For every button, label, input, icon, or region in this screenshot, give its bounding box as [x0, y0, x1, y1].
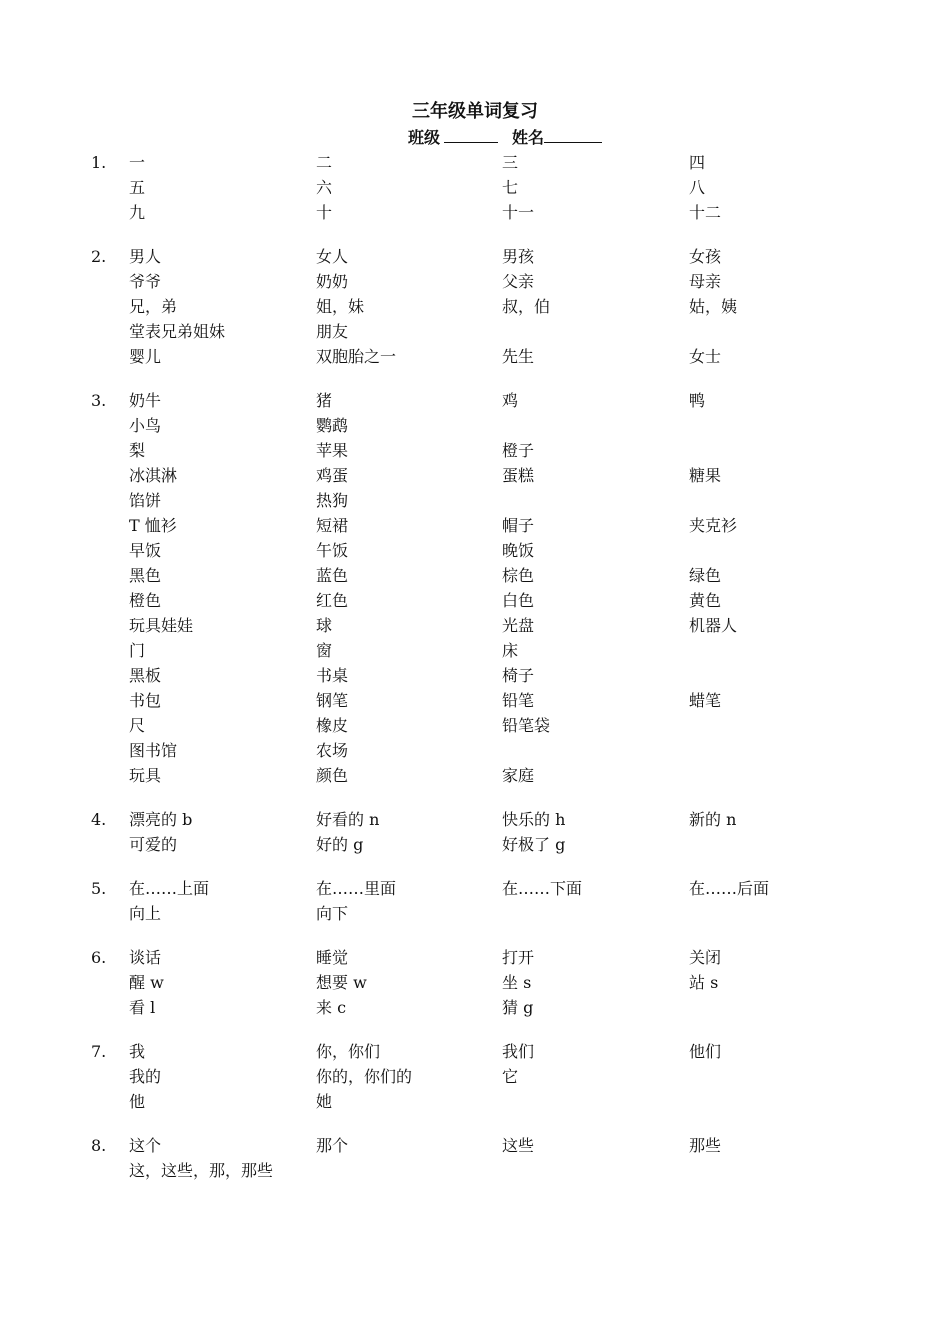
word-cell: 十二 — [689, 203, 722, 222]
word-cell: 床 — [502, 641, 519, 660]
word-cell: 窗 — [316, 641, 333, 660]
word-row — [0, 1089, 950, 1114]
class-name-line — [0, 126, 950, 149]
word-cell: 父亲 — [502, 272, 535, 291]
word-cell: 蓝色 — [316, 566, 349, 585]
word-cell: 坐 s — [502, 973, 532, 992]
word-cell: 书包 — [129, 691, 162, 710]
word-cell: 向下 — [316, 904, 349, 923]
word-row — [0, 244, 950, 269]
word-cell: 六 — [316, 178, 333, 197]
word-row — [0, 513, 950, 538]
word-cell: 向上 — [129, 904, 162, 923]
word-cell: 女孩 — [689, 247, 722, 266]
word-section — [0, 244, 950, 369]
section-number: 8. — [91, 1136, 107, 1155]
word-cell: 晚饭 — [502, 541, 535, 560]
word-cell: 快乐的 h — [502, 810, 566, 829]
word-section — [0, 1039, 950, 1114]
word-cell: 早饭 — [129, 541, 162, 560]
class-label: 班级 — [407, 128, 440, 147]
word-cell: 想要 w — [316, 973, 367, 992]
word-cell: 冰淇淋 — [129, 466, 178, 485]
word-cell: 在……后面 — [689, 879, 770, 898]
word-row — [0, 763, 950, 788]
word-cell: 十 — [316, 203, 333, 222]
word-cell: 橡皮 — [316, 716, 349, 735]
word-cell: 爷爷 — [129, 272, 162, 291]
word-cell: 她 — [316, 1092, 333, 1111]
word-sections — [0, 150, 950, 1202]
word-cell: 我们 — [502, 1042, 535, 1061]
word-cell: 好看的 n — [316, 810, 380, 829]
word-cell: 玩具 — [129, 766, 162, 785]
word-section — [0, 945, 950, 1020]
word-cell: 朋友 — [316, 322, 349, 341]
word-row — [0, 876, 950, 901]
word-row — [0, 970, 950, 995]
word-row — [0, 150, 950, 175]
word-cell: 家庭 — [502, 766, 535, 785]
word-row — [0, 663, 950, 688]
word-cell: 你，你们 — [316, 1042, 381, 1061]
word-cell: 姐，妹 — [316, 297, 365, 316]
word-row — [0, 613, 950, 638]
word-cell: 八 — [689, 178, 706, 197]
word-cell: 奶奶 — [316, 272, 349, 291]
word-row — [0, 538, 950, 563]
word-cell: 鸡 — [502, 391, 519, 410]
word-cell: 蜡笔 — [689, 691, 722, 710]
word-cell: 双胞胎之一 — [316, 347, 397, 366]
word-cell: 猜 g — [502, 998, 534, 1017]
word-cell: 一 — [129, 153, 146, 172]
word-cell: 门 — [129, 641, 146, 660]
word-cell: 铅笔袋 — [502, 716, 551, 735]
word-row — [0, 1039, 950, 1064]
word-section — [0, 150, 950, 225]
word-row — [0, 738, 950, 763]
word-cell: 睡觉 — [316, 948, 349, 967]
word-cell: 红色 — [316, 591, 349, 610]
word-cell: 白色 — [502, 591, 535, 610]
word-row — [0, 488, 950, 513]
word-cell: 玩具娃娃 — [129, 616, 194, 635]
word-cell: 关闭 — [689, 948, 722, 967]
word-cell: 可爱的 — [129, 835, 178, 854]
word-cell: 在……里面 — [316, 879, 397, 898]
word-cell: 男人 — [129, 247, 162, 266]
section-number: 7. — [91, 1042, 107, 1061]
word-cell: 钢笔 — [316, 691, 349, 710]
word-cell: 鸭 — [689, 391, 706, 410]
word-cell: 夹克衫 — [689, 516, 738, 535]
word-cell: 漂亮的 b — [129, 810, 193, 829]
word-section — [0, 388, 950, 788]
section-number: 5. — [91, 879, 107, 898]
word-cell: 他们 — [689, 1042, 722, 1061]
word-cell: T 恤衫 — [129, 516, 177, 535]
section-number: 4. — [91, 810, 107, 829]
word-cell: 糖果 — [689, 466, 722, 485]
word-cell: 黑板 — [129, 666, 162, 685]
word-cell: 九 — [129, 203, 146, 222]
word-row — [0, 1133, 950, 1158]
word-cell: 男孩 — [502, 247, 535, 266]
word-cell: 婴儿 — [129, 347, 162, 366]
word-cell: 黑色 — [129, 566, 162, 585]
word-cell: 这个 — [129, 1136, 162, 1155]
word-cell: 新的 n — [689, 810, 737, 829]
word-cell: 黄色 — [689, 591, 722, 610]
word-cell: 你的，你们的 — [316, 1067, 413, 1086]
word-cell: 站 s — [689, 973, 719, 992]
word-row — [0, 901, 950, 926]
word-cell: 小鸟 — [129, 416, 162, 435]
word-row — [0, 175, 950, 200]
word-section — [0, 876, 950, 926]
word-cell: 打开 — [502, 948, 535, 967]
word-row — [0, 1158, 950, 1183]
word-cell: 二 — [316, 153, 333, 172]
word-cell: 苹果 — [316, 441, 349, 460]
word-cell: 那个 — [316, 1136, 349, 1155]
word-cell: 书桌 — [316, 666, 349, 685]
class-blank — [444, 126, 498, 143]
word-section — [0, 807, 950, 857]
word-cell: 帽子 — [502, 516, 535, 535]
word-cell: 它 — [502, 1067, 519, 1086]
word-row — [0, 807, 950, 832]
word-cell: 馅饼 — [129, 491, 162, 510]
word-cell: 先生 — [502, 347, 535, 366]
name-label: 姓名 — [512, 128, 545, 147]
word-cell: 这，这些，那，那些 — [129, 1161, 274, 1180]
word-cell: 铅笔 — [502, 691, 535, 710]
word-cell: 蛋糕 — [502, 466, 535, 485]
section-number: 2. — [91, 247, 107, 266]
word-row — [0, 832, 950, 857]
word-row — [0, 688, 950, 713]
word-cell: 十一 — [502, 203, 535, 222]
word-row — [0, 588, 950, 613]
word-cell: 七 — [502, 178, 519, 197]
word-cell: 母亲 — [689, 272, 722, 291]
word-cell: 光盘 — [502, 616, 535, 635]
word-cell: 好的 g — [316, 835, 364, 854]
word-cell: 图书馆 — [129, 741, 178, 760]
word-row — [0, 269, 950, 294]
word-cell: 五 — [129, 178, 146, 197]
word-cell: 醒 w — [129, 973, 164, 992]
word-cell: 来 c — [316, 998, 347, 1017]
word-cell: 棕色 — [502, 566, 535, 585]
word-cell: 猪 — [316, 391, 333, 410]
word-cell: 叔，伯 — [502, 297, 551, 316]
word-cell: 梨 — [129, 441, 146, 460]
word-cell: 尺 — [129, 716, 146, 735]
word-row — [0, 413, 950, 438]
word-cell: 兄，弟 — [129, 297, 178, 316]
word-cell: 绿色 — [689, 566, 722, 585]
word-cell: 橙子 — [502, 441, 535, 460]
word-cell: 堂表兄弟姐妹 — [129, 322, 226, 341]
word-row — [0, 294, 950, 319]
word-cell: 颜色 — [316, 766, 349, 785]
section-number: 3. — [91, 391, 107, 410]
word-row — [0, 319, 950, 344]
word-cell: 我 — [129, 1042, 146, 1061]
word-cell: 姑，姨 — [689, 297, 738, 316]
word-row — [0, 995, 950, 1020]
word-row — [0, 1064, 950, 1089]
name-blank — [544, 126, 602, 143]
word-row — [0, 563, 950, 588]
word-cell: 椅子 — [502, 666, 535, 685]
word-row — [0, 344, 950, 369]
word-cell: 奶牛 — [129, 391, 162, 410]
word-row — [0, 438, 950, 463]
word-row — [0, 638, 950, 663]
word-row — [0, 713, 950, 738]
word-cell: 短裙 — [316, 516, 349, 535]
word-section — [0, 1133, 950, 1183]
word-cell: 午饭 — [316, 541, 349, 560]
word-cell: 女人 — [316, 247, 349, 266]
word-cell: 女士 — [689, 347, 722, 366]
word-cell: 鸡蛋 — [316, 466, 349, 485]
word-cell: 好极了 g — [502, 835, 566, 854]
word-row — [0, 388, 950, 413]
word-cell: 橙色 — [129, 591, 162, 610]
page-title: 三年级单词复习 — [412, 101, 538, 122]
word-cell: 在……下面 — [502, 879, 583, 898]
word-cell: 看 l — [129, 998, 156, 1017]
word-row — [0, 200, 950, 225]
word-cell: 球 — [316, 616, 333, 635]
word-cell: 我的 — [129, 1067, 162, 1086]
section-number: 6. — [91, 948, 107, 967]
word-row — [0, 945, 950, 970]
word-cell: 他 — [129, 1092, 146, 1111]
word-cell: 这些 — [502, 1136, 535, 1155]
word-cell: 机器人 — [689, 616, 738, 635]
word-cell: 那些 — [689, 1136, 722, 1155]
word-cell: 农场 — [316, 741, 349, 760]
word-cell: 鹦鹉 — [316, 416, 349, 435]
word-cell: 谈话 — [129, 948, 162, 967]
word-row — [0, 463, 950, 488]
word-cell: 在……上面 — [129, 879, 210, 898]
word-cell: 热狗 — [316, 491, 349, 510]
word-cell: 三 — [502, 153, 519, 172]
word-cell: 四 — [689, 153, 706, 172]
section-number: 1. — [91, 153, 107, 172]
